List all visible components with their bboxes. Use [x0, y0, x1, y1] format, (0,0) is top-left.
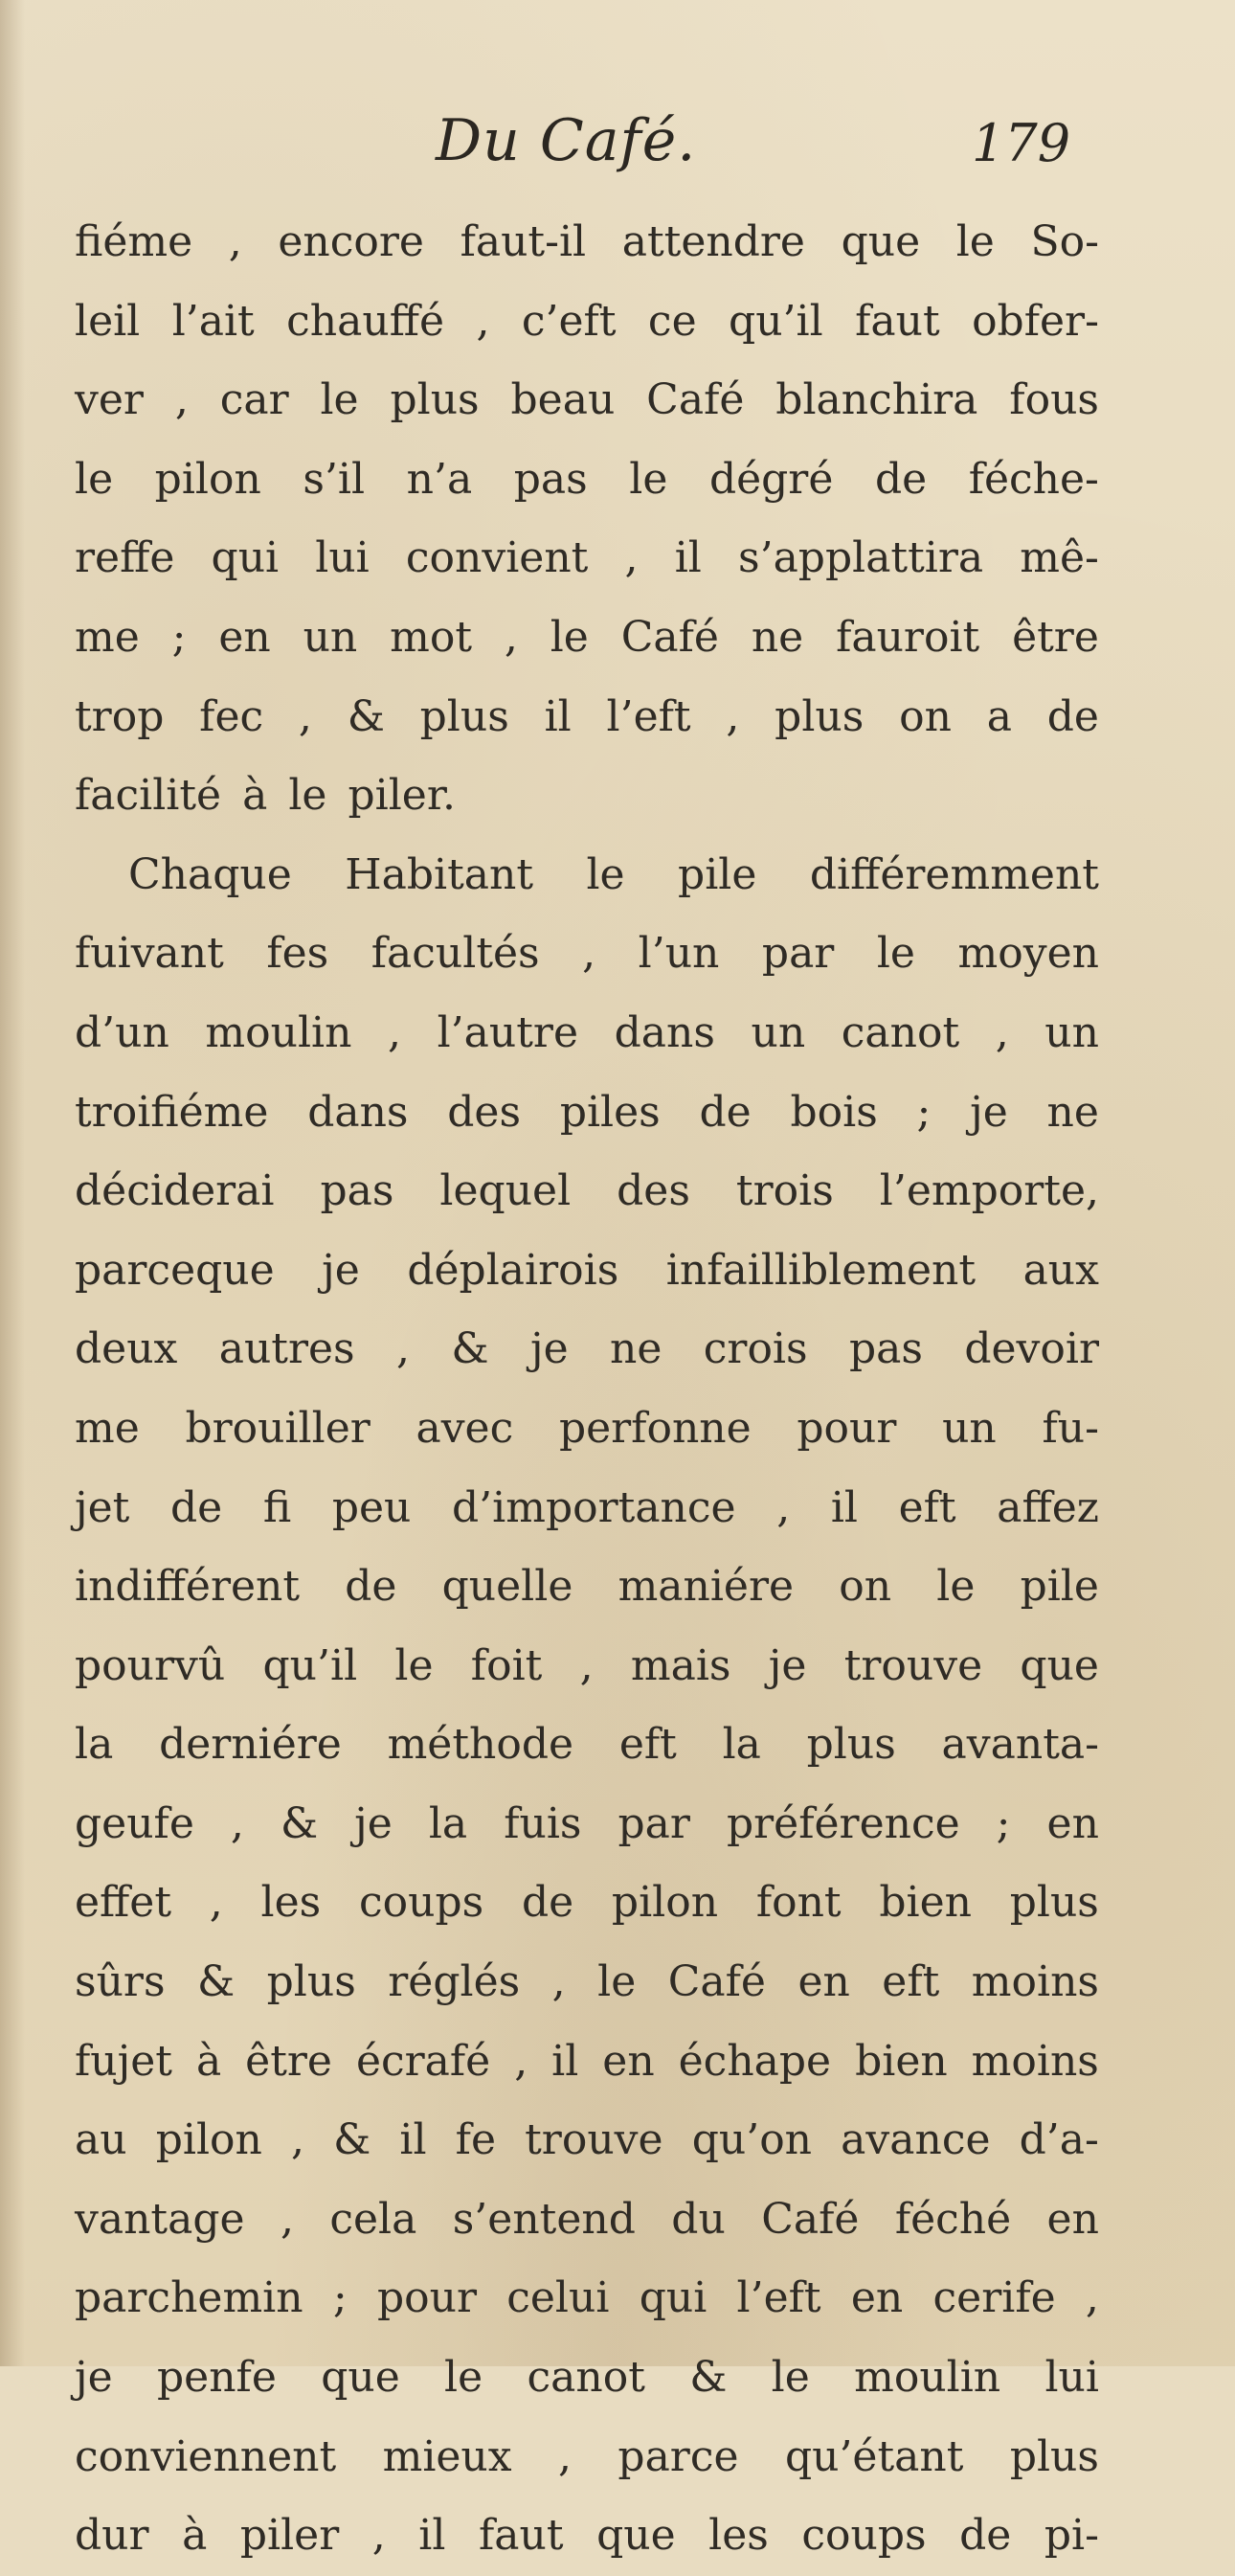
word: obfer- — [972, 296, 1099, 346]
word: d’un — [75, 1007, 169, 1057]
word: Café — [761, 2194, 860, 2244]
word: à — [242, 771, 268, 821]
word: celui — [506, 2273, 610, 2323]
word: le — [876, 929, 915, 979]
word: plus — [775, 691, 864, 741]
word: s’applattira — [738, 533, 984, 583]
word: geufe — [75, 1798, 194, 1848]
word: de — [1046, 691, 1099, 741]
word: eft — [618, 1720, 677, 1770]
word: , — [290, 2115, 304, 2165]
word: fous — [1009, 375, 1099, 425]
word: trouve — [525, 2115, 663, 2165]
word: fes — [266, 929, 329, 979]
word: , — [579, 1640, 594, 1690]
word: la — [722, 1720, 761, 1770]
word: fuis — [504, 1798, 582, 1848]
word: , — [558, 2431, 572, 2481]
word: piles — [559, 1087, 661, 1137]
word: pas — [320, 1166, 394, 1216]
word: en — [218, 612, 271, 662]
word: fujet — [75, 2036, 172, 2086]
word: quelle — [441, 1562, 573, 1612]
word: Chaque — [128, 849, 292, 899]
word: il — [418, 2511, 446, 2561]
word: fauroit — [836, 612, 980, 662]
word: déplairois — [407, 1245, 619, 1295]
word: plus — [266, 1957, 356, 2007]
word: ; — [171, 612, 187, 662]
word: le — [550, 612, 589, 662]
word: pile — [678, 849, 757, 899]
word: mê- — [1020, 533, 1099, 583]
word: il — [544, 691, 572, 741]
word: que — [596, 2511, 676, 2561]
word: avance — [841, 2115, 991, 2165]
word: un — [303, 612, 358, 662]
word: des — [447, 1087, 522, 1137]
word: & — [689, 2353, 728, 2403]
word: plus — [419, 691, 509, 741]
word: qui — [211, 533, 280, 583]
word: , — [504, 612, 518, 662]
word: , — [371, 2511, 386, 2561]
word: les — [708, 2511, 769, 2561]
word: pas — [848, 1324, 923, 1374]
word: s’entend — [452, 2194, 636, 2244]
word: plus — [1009, 1878, 1099, 1928]
word: par — [761, 929, 835, 979]
word: Café — [646, 375, 745, 425]
word: dans — [614, 1007, 715, 1057]
word: , — [726, 691, 740, 741]
word: mais — [630, 1640, 731, 1690]
word: à — [195, 2036, 222, 2086]
word: piler. — [348, 771, 457, 821]
word: trop — [75, 691, 165, 741]
text-line — [75, 2181, 1099, 2260]
text-line — [75, 994, 1099, 1073]
word: de — [345, 1562, 397, 1612]
word: en — [1046, 2194, 1099, 2244]
word: qu’il — [262, 1640, 358, 1690]
word: je — [970, 1087, 1008, 1137]
word: de — [699, 1087, 752, 1137]
word: la — [75, 1720, 114, 1770]
word: vantage — [75, 2194, 245, 2244]
word: le — [288, 771, 327, 821]
word: trois — [735, 1166, 834, 1216]
word: ver — [75, 375, 144, 425]
word: , — [230, 1798, 244, 1848]
word: pas — [513, 454, 588, 504]
word: coups — [358, 1878, 484, 1928]
text-line — [75, 1469, 1099, 1548]
gutter-shadow — [0, 0, 25, 2366]
text-line — [75, 1310, 1099, 1390]
word: font — [755, 1878, 842, 1928]
word: derniére — [159, 1720, 342, 1770]
text-line — [75, 1152, 1099, 1232]
word: & — [333, 2115, 371, 2165]
word: Café — [667, 1957, 766, 2007]
word: avanta- — [941, 1720, 1099, 1770]
word: & — [280, 1798, 319, 1848]
text-line — [75, 1390, 1099, 1469]
text-line — [75, 1627, 1099, 1706]
word: n’a — [406, 454, 473, 504]
word: moins — [971, 1957, 1099, 2007]
word: fuivant — [75, 929, 224, 979]
word: l’ait — [171, 296, 255, 346]
word: convient — [405, 533, 589, 583]
text-line — [75, 441, 1099, 520]
word: je — [768, 1640, 807, 1690]
word: fe — [455, 2115, 496, 2165]
text-line — [75, 2101, 1099, 2181]
word: l’emporte, — [879, 1166, 1099, 1216]
word: le — [771, 2353, 810, 2403]
word: dégré — [708, 454, 834, 504]
word: eft — [898, 1482, 956, 1532]
word: , — [776, 1482, 791, 1532]
word: sûrs — [75, 1957, 166, 2007]
word: ce — [647, 296, 697, 346]
word: autres — [218, 1324, 355, 1374]
running-title: Du Café. — [436, 107, 697, 174]
word: on — [899, 691, 952, 741]
word: faut-il — [460, 217, 587, 266]
word: coups — [801, 2511, 927, 2561]
word: réglés — [388, 1957, 521, 2007]
word: , — [514, 2036, 528, 2086]
word: piler — [239, 2511, 340, 2561]
text-line — [75, 519, 1099, 599]
word: , — [995, 1007, 1009, 1057]
text-line — [75, 2259, 1099, 2339]
word: d’importance — [452, 1482, 736, 1532]
word: & — [347, 691, 385, 741]
text-line — [75, 1785, 1099, 1864]
word: aux — [1022, 1245, 1099, 1295]
word: l’eft — [736, 2273, 821, 2323]
word: reffe — [75, 533, 175, 583]
word: c’eft — [521, 296, 617, 346]
word: qui — [639, 2273, 707, 2323]
word: ; — [332, 2273, 348, 2323]
page-header — [0, 107, 1235, 193]
word: , — [624, 533, 639, 583]
word: pour — [376, 2273, 477, 2323]
body-text — [75, 203, 1099, 2576]
word: pilon — [611, 1878, 719, 1928]
word: de — [874, 454, 928, 504]
word: moulin — [205, 1007, 352, 1057]
word: de — [170, 1482, 223, 1532]
word: faut — [855, 296, 940, 346]
word: on — [839, 1562, 892, 1612]
word: plus — [390, 375, 480, 425]
word: l’eft — [606, 691, 691, 741]
text-line — [75, 599, 1099, 678]
word: foit — [470, 1640, 543, 1690]
word: l’autre — [437, 1007, 578, 1057]
word: , — [582, 929, 596, 979]
word: , — [174, 375, 189, 425]
word: , — [551, 1957, 566, 2007]
text-line — [75, 361, 1099, 441]
word: il — [830, 1482, 858, 1532]
word: cela — [329, 2194, 417, 2244]
text-line — [75, 757, 1099, 836]
word: avec — [415, 1403, 514, 1453]
word: plus — [1009, 2431, 1099, 2481]
word: de — [959, 2511, 1012, 2561]
word: ; — [996, 1798, 1011, 1848]
word: en — [850, 2273, 904, 2323]
word: pilon — [155, 2115, 262, 2165]
word: un — [942, 1403, 997, 1453]
word: affez — [997, 1482, 1099, 1532]
word: par — [618, 1798, 690, 1848]
word: attendre — [621, 217, 805, 266]
word: ne — [751, 612, 804, 662]
word: parchemin — [75, 2273, 303, 2323]
word: je — [529, 1324, 569, 1374]
word: lequel — [439, 1166, 572, 1216]
word: fu- — [1042, 1403, 1099, 1453]
word: fiéme — [75, 217, 193, 266]
word: il — [551, 2036, 579, 2086]
word: eft — [882, 1957, 940, 2007]
word: infailliblement — [665, 1245, 977, 1295]
word: crois — [703, 1324, 808, 1374]
word: le — [597, 1957, 637, 2007]
word: faut — [478, 2511, 564, 2561]
word: qu’étant — [784, 2431, 964, 2481]
word: que — [1020, 1640, 1099, 1690]
text-line — [75, 1548, 1099, 1627]
text-line — [75, 2497, 1099, 2576]
text-line — [75, 1232, 1099, 1311]
word: le — [936, 1562, 976, 1612]
word: & — [451, 1324, 489, 1374]
word: maniére — [618, 1562, 795, 1612]
text-line — [75, 678, 1099, 757]
word: conviennent — [75, 2431, 337, 2481]
word: canot — [841, 1007, 960, 1057]
word: je — [322, 1245, 360, 1295]
word: en — [797, 1957, 850, 2007]
word: me — [75, 1403, 140, 1453]
word: devoir — [964, 1324, 1099, 1374]
word: , — [396, 1324, 411, 1374]
text-line — [75, 1073, 1099, 1153]
word: l’un — [638, 929, 720, 979]
word: peu — [331, 1482, 412, 1532]
word: , — [280, 2194, 294, 2244]
word: il — [399, 2115, 427, 2165]
word: trouve — [843, 1640, 983, 1690]
word: déciderai — [75, 1166, 275, 1216]
word: dur — [75, 2511, 149, 2561]
word: préférence — [726, 1798, 960, 1848]
word: , — [298, 691, 312, 741]
word: me — [75, 612, 140, 662]
word: fi — [262, 1482, 292, 1532]
word: en — [602, 2036, 655, 2086]
word: pilon — [154, 454, 261, 504]
word: indifférent — [75, 1562, 301, 1612]
word: il — [674, 533, 702, 583]
word: échape — [678, 2036, 832, 2086]
word: chauffé — [286, 296, 445, 346]
word: moyen — [957, 929, 1099, 979]
word: penfe — [157, 2353, 277, 2403]
word: encore — [278, 217, 424, 266]
word: pourvû — [75, 1640, 226, 1690]
word: différemment — [809, 849, 1099, 899]
text-line — [75, 1943, 1099, 2022]
word: mot — [390, 612, 473, 662]
word: jet — [75, 1482, 130, 1532]
word: facultés — [370, 929, 540, 979]
word: le — [629, 454, 668, 504]
word: leil — [75, 296, 141, 346]
word: lui — [315, 533, 370, 583]
word: blanchira — [775, 375, 978, 425]
word: perfonne — [558, 1403, 752, 1453]
word: effet — [75, 1878, 172, 1928]
word: , — [228, 217, 242, 266]
word: parceque — [75, 1245, 275, 1295]
word: bien — [855, 2036, 948, 2086]
word: plus — [806, 1720, 896, 1770]
word: bois — [790, 1087, 878, 1137]
word: Habitant — [345, 849, 534, 899]
word: des — [617, 1166, 690, 1216]
word: d’a- — [1019, 2115, 1099, 2165]
word: la — [428, 1798, 468, 1848]
word: troifiéme — [75, 1087, 269, 1137]
word: a — [986, 691, 1012, 741]
word: ; — [916, 1087, 932, 1137]
word: brouiller — [185, 1403, 370, 1453]
word: mieux — [382, 2431, 512, 2481]
text-line — [75, 2418, 1099, 2497]
word: le — [320, 375, 359, 425]
word: que — [321, 2353, 400, 2403]
word: de — [521, 1878, 574, 1928]
word: , — [476, 296, 490, 346]
word: le — [586, 849, 625, 899]
word: je — [75, 2353, 113, 2403]
word: Café — [620, 612, 719, 662]
word: pour — [797, 1403, 897, 1453]
word: , — [1085, 2273, 1099, 2323]
text-line — [75, 2022, 1099, 2102]
word: fec — [199, 691, 264, 741]
word: je — [354, 1798, 393, 1848]
word: pile — [1020, 1562, 1099, 1612]
word: le — [75, 454, 114, 504]
word: être — [1012, 612, 1099, 662]
word: les — [260, 1878, 322, 1928]
text-line — [75, 1706, 1099, 1785]
word: facilité — [75, 771, 222, 821]
word: cerife — [932, 2273, 1056, 2323]
word: écrafé — [355, 2036, 491, 2086]
word: à — [182, 2511, 208, 2561]
word: & — [197, 1957, 236, 2007]
word: un — [751, 1007, 806, 1057]
word: pi- — [1044, 2511, 1099, 2561]
word: féche- — [968, 454, 1099, 504]
word: le — [444, 2353, 483, 2403]
word: du — [671, 2194, 726, 2244]
text-line — [75, 836, 1099, 915]
word: méthode — [387, 1720, 574, 1770]
word: le — [955, 217, 995, 266]
word: que — [841, 217, 921, 266]
word: ne — [610, 1324, 662, 1374]
word: parce — [618, 2431, 739, 2481]
text-line — [75, 282, 1099, 362]
word: canot — [527, 2353, 645, 2403]
word: moulin — [854, 2353, 1001, 2403]
text-line — [75, 1864, 1099, 1943]
word: en — [1046, 1798, 1099, 1848]
word: s’il — [303, 454, 366, 504]
text-line — [75, 915, 1099, 994]
word: So- — [1030, 217, 1099, 266]
word: le — [394, 1640, 434, 1690]
word: deux — [75, 1324, 178, 1374]
text-line — [75, 203, 1099, 282]
word: qu’on — [691, 2115, 813, 2165]
word: moins — [971, 2036, 1099, 2086]
word: ne — [1046, 1087, 1099, 1137]
word: , — [209, 1878, 223, 1928]
word: qu’il — [729, 296, 823, 346]
word: bien — [879, 1878, 972, 1928]
word: car — [219, 375, 289, 425]
word: dans — [307, 1087, 409, 1137]
word: beau — [510, 375, 616, 425]
word: être — [245, 2036, 332, 2086]
page-number: 179 — [972, 113, 1071, 173]
word: , — [388, 1007, 402, 1057]
word: un — [1044, 1007, 1099, 1057]
word: lui — [1044, 2353, 1099, 2403]
text-line — [75, 2339, 1099, 2418]
word: féché — [894, 2194, 1012, 2244]
word: au — [75, 2115, 127, 2165]
